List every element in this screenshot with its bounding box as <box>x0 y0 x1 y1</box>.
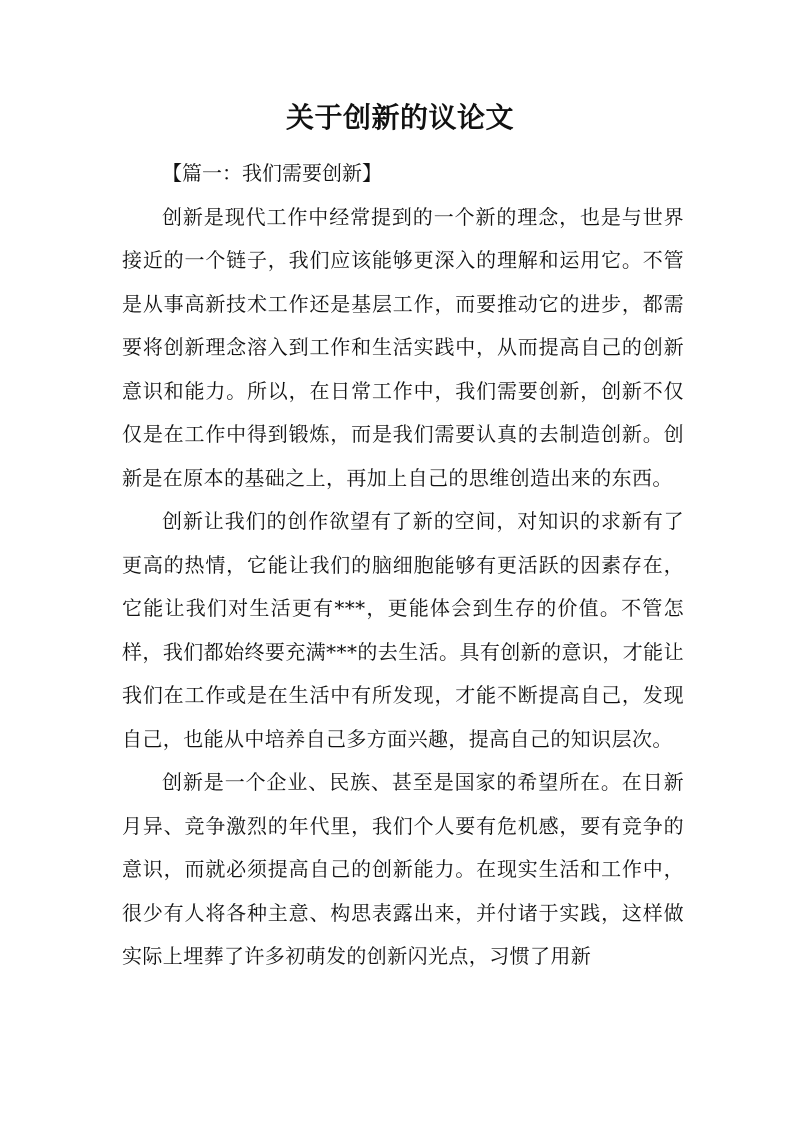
section-heading: 【篇一：我们需要创新】 <box>162 161 382 185</box>
document-body <box>122 152 684 979</box>
paragraph-1: 创新是现代工作中经常提到的一个新的理念，也是与世界接近的一个链子，我们应该能够更深入的理解和运用它。不管是从事高新技术工作还是基层工作，而要推动它的进步，都需要将创新理念溶入到工作和生活实践中，从而提高自己的创新意识和能力。所以，在日常工作中，我们需要创新，创新不仅仅是在工作中得到锻炼，而是我们需要认真的去制造创新。创新是在原本的基础之上，再加上自己的思维创造出来的东西。 <box>122 204 684 490</box>
paragraph-3: 创新是一个企业、民族、甚至是国家的希望所在。在日新月异、竞争激烈的年代里，我们个人要有危机感，要有竞争的意识，而就必须提高自己的创新能力。在现实生活和工作中，很少有人将各种主意、构思表露出来，并付诸于实践，这样做实际上埋葬了许多初萌发的创新闪光点，习惯了用新 <box>122 770 684 968</box>
paragraph-2: 创新让我们的创作欲望有了新的空间，对知识的求新有了更高的热情，它能让我们的脑细胞能够有更活跃的因素存在，它能让我们对生活更有***，更能体会到生存的价值。不管怎样，我们都始终要充满***的去生活。具有创新的意识，才能让我们在工作或是在生活中有所发现，才能不断提高自己，发现自己，也能从中培养自己多方面兴趣，提高自己的知识层次。 <box>122 509 684 751</box>
document-title: 关于创新的议论文 <box>285 101 514 134</box>
